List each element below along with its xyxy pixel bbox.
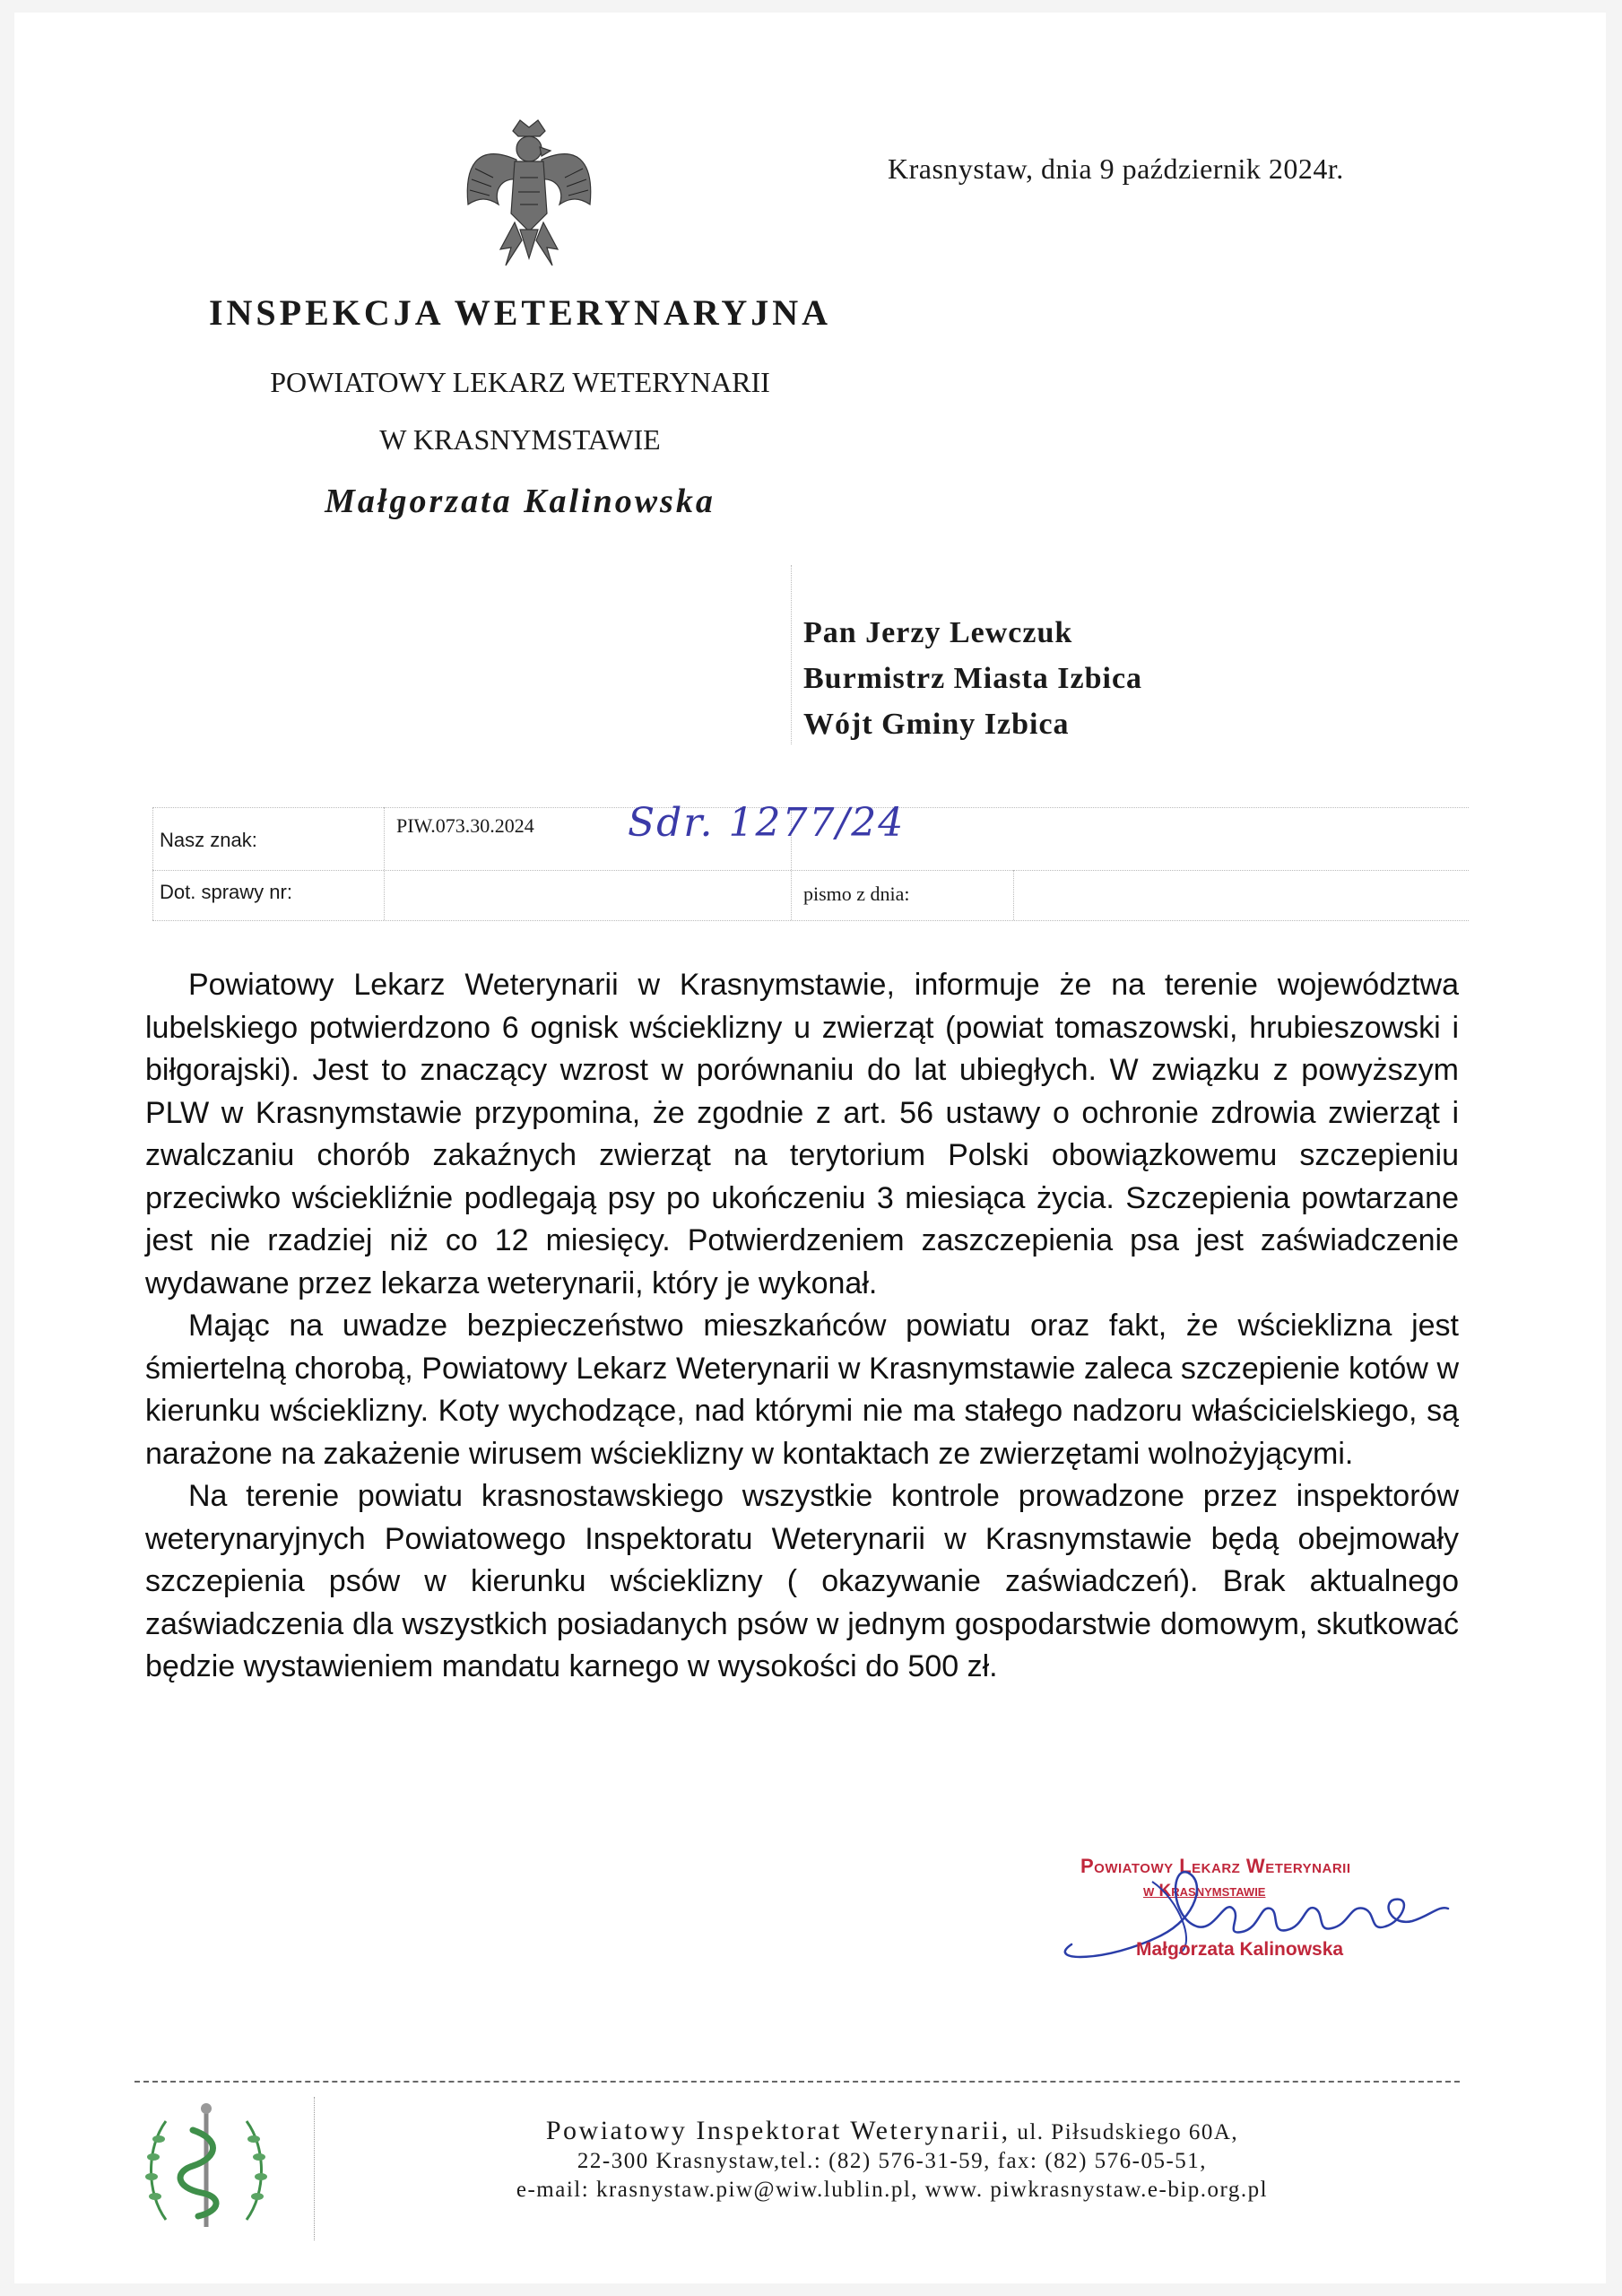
- footer-org-name: Powiatowy Inspektorat Weterynarii,: [545, 2116, 1010, 2145]
- footer-street: ul. Piłsudskiego 60A,: [1017, 2120, 1239, 2144]
- handwritten-registry-note: Sdr. 1277/24: [628, 800, 906, 846]
- recipient-title-2: Wójt Gminy Izbica: [803, 708, 1070, 741]
- institution-title: INSPEKCJA WETERYNARYJNA: [208, 292, 832, 333]
- reference-table: [152, 800, 1469, 924]
- our-sign-label: Nasz znak:: [160, 829, 257, 851]
- footer-vertical-divider: [314, 2097, 315, 2240]
- address-divider: [791, 565, 793, 744]
- recipient-name: Pan Jerzy Lewczuk: [803, 616, 1073, 649]
- footer-web-line: e-mail: krasnystaw.piw@wiw.lublin.pl, www. piwkrasnystaw.e-bip.org.pl: [516, 2178, 1269, 2202]
- date-line: Krasnystaw, dnia 9 październik 2024r.: [888, 152, 1344, 185]
- stamp-name: Małgorzata Kalinowska: [1136, 1939, 1344, 1960]
- body-paragraph-2: Mając na uwadze bezpieczeństwo mieszkańców powiatu oraz fakt, że wścieklizna jest śmiertelną chorobą, Powiatowy Lekarz Weterynarii w Krasnymstawie zaleca szczepienie kotów w kierunku wścieklizny. Koty wychodzące, nad którymi nie ma stałego nadzoru właścicielskiego, są narażone na zakażenie wirusem wścieklizny w kontaktach ze zwierzętami wolnożyjącymi.: [145, 1309, 1459, 1471]
- office-title: POWIATOWY LEKARZ WETERYNARII: [270, 366, 770, 398]
- footer-contact: [332, 2117, 1453, 2205]
- polish-eagle-icon: [457, 115, 601, 276]
- recipient-title-1: Burmistrz Miasta Izbica: [803, 662, 1143, 695]
- footer-phone-line: 22-300 Krasnystaw,tel.: (82) 576-31-59, fax: (82) 576-05-51,: [577, 2149, 1208, 2173]
- veterinary-caduceus-logo-icon: [139, 2094, 273, 2238]
- footer-divider: [134, 2081, 1460, 2083]
- case-number-label: Dot. sprawy nr:: [160, 881, 292, 903]
- official-name: Małgorzata Kalinowska: [325, 483, 716, 520]
- body-paragraph-3: Na terenie powiatu krasnostawskiego wszystkie kontrole prowadzone przez inspektorów weterynaryjnych Powiatowego Inspektoratu Weterynarii w Krasnymstawie będą obejmowały szczepienia psów w kierunku wścieklizny ( okazywanie zaświadczeń). Brak aktualnego zaświadczenia dla wszystkich posiadanych psów w jednym gospodarstwie domowym, skutkować będzie wystawieniem mandatu karnego w wysokości do 500 zł.: [145, 1479, 1459, 1683]
- letter-date-label: pismo z dnia:: [803, 883, 910, 905]
- letter-body: [145, 964, 1459, 1689]
- body-paragraph-1: Powiatowy Lekarz Weterynarii w Krasnymstawie, informuje że na terenie województwa lubelskiego potwierdzono 6 ognisk wścieklizny u zwierząt (powiat tomaszowski, hrubieszowski i biłgorajski). Jest to znaczący wzrost w porównaniu do lat ubiegłych. W związku z powyższym PLW w Krasnymstawie przypomina, że zgodnie z art. 56 ustawy o ochronie zdrowia zwierząt i zwalczaniu chorób zakaźnych zwierząt na terytorium Polski obowiązkowemu szczepieniu przeciwko wściekliźnie podlegają psy po ukończeniu 3 miesiąca życia. Szczepienia powtarzane jest nie rzadziej niż co 12 miesięcy. Potwierdzeniem zaszczepienia psa jest zaświadczenie wydawane przez lekarza weterynarii, który je wykonał.: [145, 968, 1459, 1300]
- official-stamp: [1036, 1846, 1457, 1971]
- stamp-location: w Krasnymstawie: [1143, 1882, 1266, 1900]
- stamp-title: Powiatowy Lekarz Weterynarii: [1080, 1855, 1351, 1877]
- our-sign-value: PIW.073.30.2024: [396, 814, 534, 837]
- recipient-block: [803, 610, 1142, 747]
- office-location: W KRASNYMSTAWIE: [379, 423, 661, 456]
